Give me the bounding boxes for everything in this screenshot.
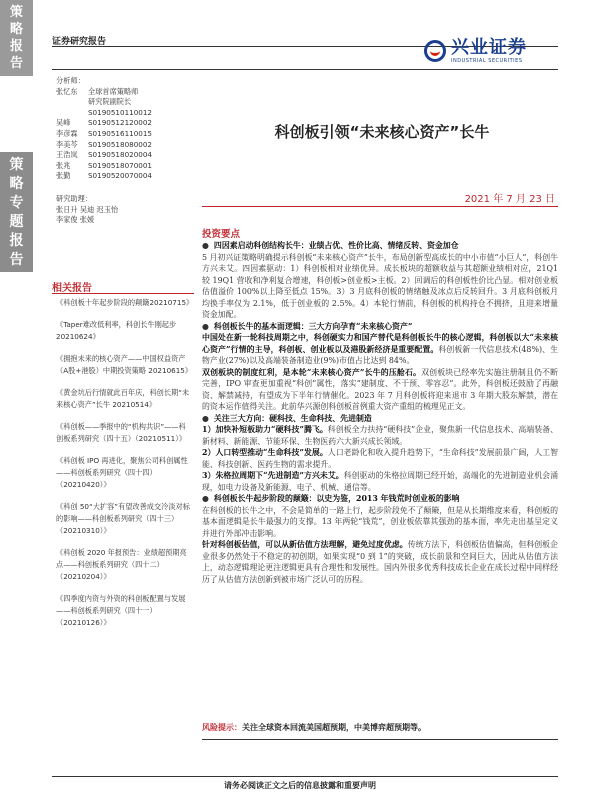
related-report-link[interactable]: 《Taper难改低利率，科创长牛刚起步 20210624》 <box>56 320 177 341</box>
direction-item: 2）人口转型推动“生命科技”发展。人口老龄化和收入提升趋势下，“生命科技”发展前景广阔，人工智能、科技创新、医药生物的需求提升。 <box>202 448 558 469</box>
point-5-text: 在科创板的长牛之中，不会是简单的一路上行，起步阶段免不了颠簸，但是从长期维度来看，科创板的基本面逻辑是长牛最强力的支撑。13 年两轮“钱荒”，创业板依靠其强劲的基本面，率先走出基呈定义并进行外部冲击影响。 <box>202 505 558 538</box>
assistant-names: 李家俊 张媛 <box>56 215 95 225</box>
point-1-text: 5 月初兴证策略明确提示科创板“未来核心资产”长牛，布局创新型高成长的中小市值“小巨人”，科创牛方兴未艾。四因素驱动：1）科创板相对业绩优异。成长板块的超额收益与其超额业绩相对应，21Q1 较 19Q1 营收和净利复合增速，科创板>创业板>主板。2）回调后的科创板性价比凸显。相对创业板估值溢价 100%以上降至低点 15%。3）3 月底科创板的情绪触及冰点后反转回升。3 月底科创板月均换手率仅为 2.1%，低于创业板的 2.5%。4）本轮行情前，科创板的机构持仓不拥挤，且迎来增量资金加配。 <box>202 252 558 319</box>
analyst-heading: 分析师： <box>56 76 85 85</box>
related-reports-list <box>56 297 192 639</box>
assistant-heading: 研究助理： <box>56 193 92 203</box>
side-tab-char: 策 <box>9 157 24 173</box>
risk-divider <box>202 739 558 740</box>
point-2-text: 中国处在新一轮科技周期之中，科创硬实力和国产替代是科创板长牛的核心逻辑，科创板以大“未来核心资产”行情的主导，科创板、创业板以及港股新经济是重要配置。科创板新一代信息技术(48%)、生物产业(27%)以及高端装备制造业(9%)市值占比达到 84%。 <box>202 333 558 365</box>
risk-warning <box>202 722 558 733</box>
date-divider <box>202 206 558 207</box>
side-tab-topic <box>0 152 33 272</box>
side-tab-char: 告 <box>9 56 23 71</box>
point-2: ● 科创板长牛的基本面逻辑：三大方向孕育“未来核心资产” <box>202 321 413 331</box>
report-title: 科创板引领“未来核心资产”长牛 <box>274 123 490 141</box>
analyst-row: 吴峰 S0190512120002 <box>56 118 153 128</box>
related-reports-heading: 相关报告 <box>52 283 92 294</box>
related-report-link[interactable]: 《四季度内资与外资的科创板配置与发展——科创板系列研究（四十一）（20210126）》 <box>56 594 186 627</box>
related-report-link[interactable]: 《科创 50“大扩容”有望改善成交冷淡对标的影响——科创板系列研究（四十三）（20210310）》 <box>56 502 190 535</box>
analyst-row: 研究院副院长 <box>88 97 132 107</box>
side-tab-char: 略 <box>9 176 24 192</box>
side-tab-char: 策 <box>9 5 23 20</box>
related-report-link[interactable]: 《拥抱未来的核心资产——中国权益资产（A股+港股）中期投资策略 20210615》 <box>56 354 193 375</box>
analyst-row: 李美芩 S0190518080002 <box>56 139 153 149</box>
side-tab-char: 专 <box>9 195 24 211</box>
logo-english: INDUSTRIAL SECURITIES <box>451 58 523 64</box>
side-tab-char: 报 <box>9 233 24 249</box>
analyst-row: S0190510110012 <box>88 107 153 117</box>
risk-text: 关注全球资本回流美国超预期，中美博弈超预期等。 <box>242 723 426 732</box>
point-3-text: 双创板块的制度红利，是本轮“未来核心资产”长牛的压舱石。双创板块已经率先实施注册制且仍不断完善，IPO 审查更加重视“科创”属性，落实“建制度、不干预、零容忍”。此外，科创板还鼓励了再融资、解禁减持，有望成为下半年行情催化。2023 年 7 月科创板将迎来退市 3 年期大股东解禁，潜在的资本运作值得关注。此前华兴源创科创板首例重大资产重组的梳理见正文。 <box>202 367 558 411</box>
side-tab-char: 报 <box>9 39 23 54</box>
report-date: 2021 年 7 月 23 日 <box>464 194 555 205</box>
key-points-heading: 投资要点 <box>202 229 241 240</box>
side-tab-char: 题 <box>9 214 24 230</box>
related-divider <box>52 293 194 294</box>
side-tab-char: 告 <box>9 252 24 268</box>
direction-item: 3）朱格拉周期下“先进制造”方兴未艾。科创驱动的朱格拉周期已经开始，高端化的先进制造业机会涌现，如电力设备及新能源、电子、机械、通信等。 <box>202 471 558 492</box>
direction-item: 1）加快补短板助力“硬科技”腾飞。科创板全力扶持“硬科技”企业，聚焦新一代信息技术、高端装备、新材料、新能源、节能环保、生物医药六大新兴成长领域。 <box>202 425 558 446</box>
analyst-row: 李彦霖 S0190516110015 <box>56 128 153 138</box>
related-report-link[interactable]: 《科创板——季报中的“机构共识”——科创板系列研究（四十五）（20210511）》 <box>56 422 187 443</box>
assistant-names: 张日升 吴迪 迟玉怡 <box>56 204 119 214</box>
related-report-link[interactable]: 《科创板十年起步阶段的颠簸20210715》 <box>56 298 194 307</box>
related-report-link[interactable]: 《科创板 IPO 再进化，聚焦公司科创属性——科创板系列研究（四十四）（20210420）》 <box>56 456 188 489</box>
analyst-row: 王浩岚 S0190518020004 <box>56 150 153 160</box>
risk-label: 风险提示： <box>202 723 242 732</box>
point-5: ● 科创板长牛起步阶段的颠簸：以史为鉴，2013 年钱荒时创业板的影响 <box>202 494 460 503</box>
point-6-text: 针对科创板估值，可以从新估值方法理解，避免过度优虑。传统方法下，科创板估值偏高，但科创板企业很多仍然处于不稳定的初创期，如果实现“0 到 1”的突破，成长前景和空间巨大，因此从估值方法上，动态逻辑理论更注逻辑更具有合理性和发展性。国内外很多优秀科技成长企业在成长过程中同样经历了从估值方法创新到被市场广泛认可的历程。 <box>202 540 558 584</box>
logo-icon <box>424 40 446 62</box>
point-4: ● 关注三大方向：硬科技、生命科技、先进制造 <box>202 413 372 423</box>
analyst-panel <box>56 76 196 226</box>
footer-divider <box>52 776 558 777</box>
side-tab-char: 略 <box>9 22 23 37</box>
logo-name: 兴业证券 <box>451 37 527 58</box>
analyst-row: 张勤 S0190520070004 <box>56 171 153 181</box>
analyst-row: 张兆 S0190518070001 <box>56 160 153 170</box>
company-logo <box>424 36 564 66</box>
related-report-link[interactable]: 《黄金坑后行情就此百年庆，科创长期“未来核心资产”长牛 20210514》 <box>56 388 190 409</box>
report-type: 证券研究报告 <box>52 37 107 47</box>
key-points-body <box>202 240 558 585</box>
point-1: ● 四因素启动科创结构长牛：业绩占优、性价比高、情绪反转、资金加仓 <box>202 241 459 250</box>
header-divider-lower <box>52 69 558 70</box>
assistant-list <box>56 194 196 226</box>
side-tab-strategy <box>0 0 33 76</box>
related-report-link[interactable]: 《科创板 2020 年报预告：业绩超预期亮点——科创板系列研究（四十二）（20210204）》 <box>56 548 187 581</box>
footer-disclaimer: 请务必阅读正文之后的信息披露和重要声明 <box>224 781 376 790</box>
analyst-row: 张忆东 全球首席策略师 <box>56 86 139 96</box>
